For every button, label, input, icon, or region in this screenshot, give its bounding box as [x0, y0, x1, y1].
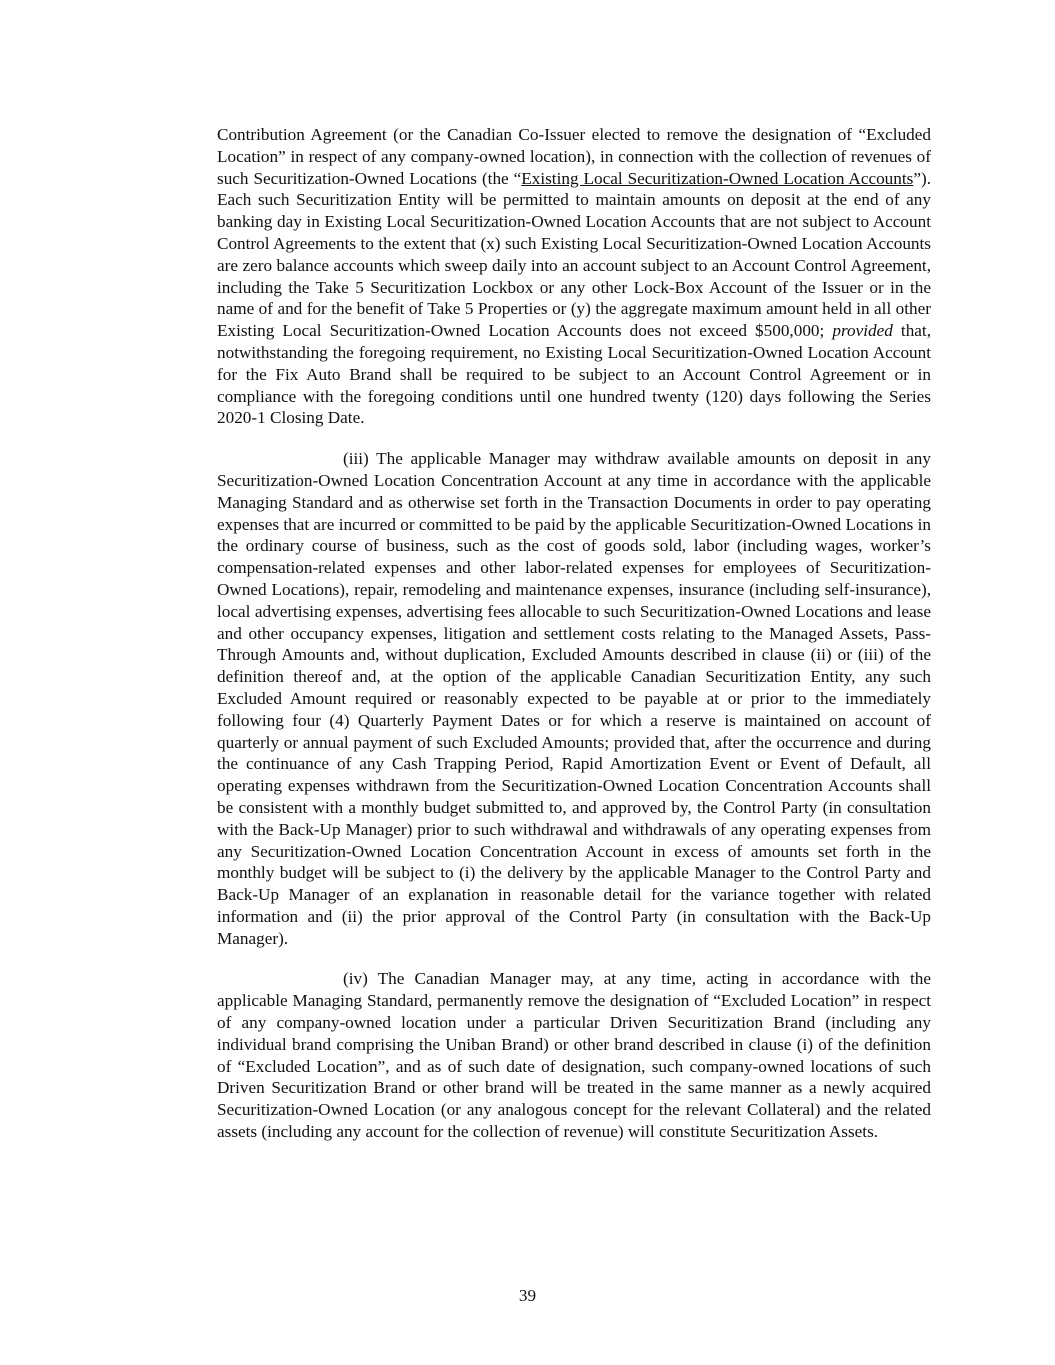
clause-label: (iii)	[343, 449, 369, 469]
clause-iii-paragraph	[217, 448, 931, 949]
paragraph-text: ”). Each such Securitization Entity will be permitted to maintain amounts on deposit at the end of any banking day in Existing Local Securitization-Owned Location Accounts that are not subject to Account Control Agreements to the extent that (x) such Existing Local Securitization-Owned Location Accounts are zero balance accounts which sweep daily into an account subject to an Account Control Agreement, including the Take 5 Securitization Lockbox or any other Lock-Box Account of the Issuer or in the name of and for the benefit of Take 5 Properties or (y) the aggregate maximum amount held in all other Existing Local Securitization-Owned Location Accounts does not exceed $500,000;	[217, 168, 931, 341]
paragraph-text: that, notwithstanding the foregoing requirement, no Existing Local Securitization-Owned Location Account for the Fix Auto Brand shall be required to be subject to an Account Control Agreement or in compliance with the foregoing conditions until one hundred twenty (120) days following the Series 2020-1 Closing Date.	[217, 321, 931, 428]
defined-term: Existing Local Securitization-Owned Location Accounts	[521, 168, 914, 188]
paragraph-existing-local-accounts	[217, 124, 931, 429]
clause-text: The Canadian Manager may, at any time, acting in accordance with the applicable Managing Standard, permanently remove the designation of “Excluded Location” in respect of any company-owned location under a particular Driven Securitization Brand (including any individual brand comprising the Uniban Brand) or other brand described in clause (i) of the definition of “Excluded Location”, and as of such date of designation, such company-owned locations of such Driven Securitization Brand or other brand will be treated in the same manner as a newly acquired Securitization-Owned Location (or any analogous concept for the relevant Collateral) and the related assets (including any account for the collection of revenue) will constitute Securitization Assets.	[217, 969, 931, 1142]
page-number: 39	[518, 1286, 537, 1305]
paragraph-text: Contribution Agreement (or the Canadian Co-Issuer elected to remove the designation of “Excluded Location” in respect of any company-owned location), in connection with the collection of revenues of such Securitization-Owned Locations (the “	[217, 125, 931, 188]
italic-term: provided	[832, 321, 893, 341]
document-body	[217, 124, 931, 1162]
clause-iv-paragraph	[217, 968, 931, 1142]
clause-label: (iv)	[343, 969, 368, 989]
clause-text: The applicable Manager may withdraw available amounts on deposit in any Securitization-Owned Location Concentration Account at any time in accordance with the applicable Managing Standard and as otherwise set forth in the Transaction Documents in order to pay operating expenses that are incurred or committed to be paid by the applicable Securitization-Owned Locations in the ordinary course of business, such as the cost of goods sold, labor (including wages, worker’s compensation-related expenses and other labor-related expenses for employees of Securitization-Owned Locations), repair, remodeling and maintenance expenses, insurance (including self-insurance), local advertising expenses, advertising fees allocable to such Securitization-Owned Locations and lease and other occupancy expenses, litigation and settlement costs relating to the Managed Assets, Pass-Through Amounts and, without duplication, Excluded Amounts described in clause (ii) or (iii) of the definition thereof and, at the option of the applicable Canadian Securitization Entity, any such Excluded Amount required or reasonably expected to be payable at or prior to the immediately following four (4) Quarterly Payment Dates or for which a reserve is maintained on account of quarterly or annual payment of such Excluded Amounts; provided that, after the occurrence and during the continuance of any Cash Trapping Period, Rapid Amortization Event or Event of Default, all operating expenses withdrawn from the Securitization-Owned Location Concentration Accounts shall be consistent with a monthly budget submitted to, and approved by, the Control Party (in consultation with the Back-Up Manager) prior to such withdrawal and withdrawals of any operating expenses from any Securitization-Owned Location Concentration Account in excess of amounts set forth in the monthly budget will be subject to (i) the delivery by the applicable Manager to the Control Party and Back-Up Manager of an explanation in reasonable detail for the variance together with related information and (ii) the prior approval of the Control Party (in consultation with the Back-Up Manager).	[217, 449, 931, 948]
